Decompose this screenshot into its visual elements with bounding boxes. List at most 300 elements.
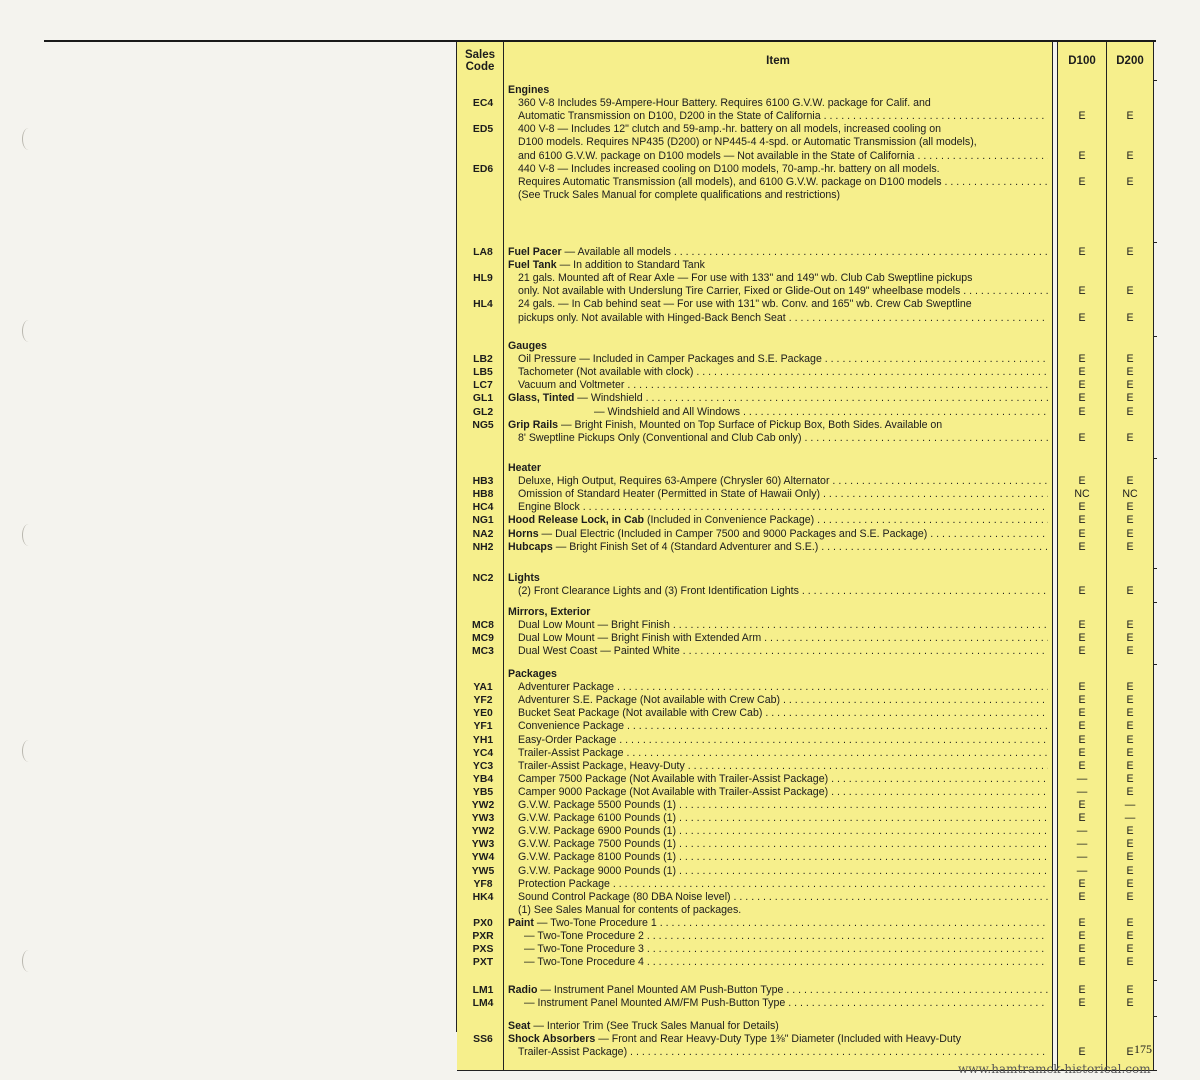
item-text: [518, 501, 1048, 514]
item-text: [518, 838, 1048, 851]
binder-hole: [22, 740, 35, 762]
item-description: pickups only. Not available with Hinged-Back Bench Seat: [518, 311, 786, 324]
item-description: Convenience Package: [518, 720, 625, 733]
d200-availability: E: [1126, 645, 1134, 658]
sales-code: NA2: [472, 528, 494, 540]
d200-availability: E: [1126, 943, 1134, 956]
d200-availability: E: [1126, 246, 1134, 258]
d100-availability: E: [1078, 175, 1086, 188]
d100-availability: NC: [1074, 488, 1090, 501]
item-text: [518, 285, 1048, 298]
d200-availability: E: [1126, 694, 1134, 707]
d200-availability: E: [1126, 311, 1134, 324]
d200-column: [1107, 458, 1154, 568]
item-description: Engine Block: [518, 501, 580, 514]
d100-availability: E: [1078, 645, 1086, 658]
item-description: Trailer-Assist Package: [518, 746, 624, 759]
item-text: [508, 606, 1048, 619]
item-text: [518, 379, 1048, 392]
item-text: [518, 904, 1048, 917]
d200-availability: —: [1124, 812, 1136, 825]
item-heading: Radio: [508, 984, 538, 996]
d200-column: [1107, 336, 1154, 458]
d100-availability: E: [1078, 527, 1086, 540]
item-text: [518, 475, 1048, 488]
sales-code: YW4: [471, 852, 495, 864]
item-heading: Hubcaps: [508, 540, 553, 553]
table-section: [457, 80, 1157, 243]
item-description: Vacuum and Voltmeter: [518, 379, 625, 392]
item-text: [518, 123, 1048, 136]
item-description: 21 gals. Mounted aft of Rear Axle — For use with 133" and 149" wb. Club Cab Sweptline pickups: [518, 272, 973, 285]
item-heading: Glass, Tinted: [508, 392, 575, 405]
d200-availability: E: [1126, 110, 1134, 123]
item-text: [508, 84, 1048, 97]
item-text: [518, 298, 1048, 311]
item-description: Dual Low Mount — Bright Finish: [518, 619, 670, 632]
sales-code: YC4: [472, 747, 494, 759]
item-column: [504, 602, 1053, 664]
sales-code: HC4: [472, 502, 494, 514]
d200-availability: E: [1126, 366, 1134, 379]
item-description: (See Truck Sales Manual for complete qualifications and restrictions): [518, 188, 841, 201]
item-text: [518, 799, 1048, 812]
binder-hole: [22, 128, 35, 150]
sales-code: YF2: [473, 695, 493, 707]
d100-availability: E: [1078, 720, 1086, 733]
sales-code: PXT: [472, 957, 494, 969]
item-heading: Horns: [508, 527, 539, 540]
d100-availability: E: [1078, 943, 1086, 956]
d200-availability: E: [1126, 175, 1134, 188]
item-description: Dual West Coast — Painted White: [518, 645, 680, 658]
d200-availability: E: [1126, 405, 1134, 418]
item-description: Automatic Transmission on D100, D200 in the State of California: [518, 110, 821, 123]
item-text: [508, 541, 1048, 554]
sales-code: MC9: [472, 633, 494, 645]
item-description: 440 V-8 — Includes increased cooling on D100 models, 70-amp.-hr. battery on all models.: [518, 162, 940, 175]
item-text: [508, 984, 1048, 997]
binder-hole: [22, 950, 35, 972]
item-text: [518, 312, 1048, 325]
item-text: [518, 272, 1048, 285]
item-text: [594, 406, 1048, 419]
d200-availability: E: [1126, 720, 1134, 733]
d200-availability: E: [1126, 916, 1134, 929]
item-text: [518, 825, 1048, 838]
sales-code: HL9: [473, 273, 493, 285]
item-description: — Bright Finish Set of 4 (Standard Adventurer and S.E.): [552, 540, 819, 553]
d100-column: [1058, 80, 1107, 242]
item-heading: Fuel Tank: [508, 259, 557, 272]
table-header: [457, 42, 1157, 81]
d100-availability: E: [1078, 997, 1086, 1010]
d200-availability: E: [1126, 632, 1134, 645]
item-text: [508, 392, 1048, 405]
d200-availability: E: [1126, 838, 1134, 851]
item-heading: Mirrors, Exterior: [508, 606, 591, 618]
item-text: [518, 747, 1048, 760]
item-description: G.V.W. Package 9000 Pounds (1): [518, 864, 677, 877]
d200-availability: E: [1126, 825, 1134, 838]
header-d200: D200: [1107, 42, 1154, 80]
item-description: G.V.W. Package 6900 Pounds (1): [518, 825, 677, 838]
item-text: [518, 488, 1048, 501]
d100-availability: E: [1078, 681, 1086, 694]
sales-code: YB4: [472, 773, 494, 785]
binder-hole: [22, 320, 35, 342]
item-description: — Instrument Panel Mounted AM Push-Button Type: [537, 984, 784, 996]
item-text: [518, 150, 1048, 163]
item-description: — Two-Tone Procedure 1: [533, 916, 657, 929]
sales-code: YW5: [471, 865, 495, 877]
sales-code: HK4: [472, 891, 494, 903]
d100-availability: E: [1078, 707, 1086, 720]
item-text: [518, 632, 1048, 645]
d100-availability: E: [1078, 405, 1086, 418]
page-number: 175: [1134, 1042, 1152, 1056]
d100-availability: E: [1078, 246, 1086, 258]
item-text: [518, 851, 1048, 864]
item-description: 400 V-8 — Includes 12" clutch and 59-amp.-hr. battery on all models, increased cooling on: [518, 123, 942, 136]
table-section: [457, 568, 1157, 603]
sales-code: MC8: [472, 620, 494, 632]
item-heading: Paint: [508, 916, 534, 929]
d100-column: [1058, 458, 1107, 568]
item-description: Trailer-Assist Package): [518, 1046, 628, 1059]
sales-code: YW2: [471, 826, 495, 838]
sales-code: YB5: [472, 786, 494, 798]
item-text: [518, 865, 1048, 878]
d200-availability: E: [1126, 997, 1134, 1010]
item-text: [518, 694, 1048, 707]
sales-code: NC2: [472, 573, 494, 584]
item-description: Sound Control Package (80 DBA Noise level): [518, 890, 731, 903]
d100-availability: E: [1078, 619, 1086, 632]
sales-code: YH1: [472, 734, 494, 746]
d100-availability: E: [1078, 366, 1086, 379]
item-description: — Available all models: [561, 246, 671, 258]
item-text: [508, 340, 1048, 353]
d200-availability: E: [1126, 785, 1134, 798]
item-description: Dual Low Mount — Bright Finish with Extended Arm: [518, 632, 762, 645]
sales-code: YC3: [472, 760, 494, 772]
item-description: G.V.W. Package 5500 Pounds (1): [518, 799, 677, 811]
d100-availability: E: [1078, 759, 1086, 772]
item-description: Omission of Standard Heater (Permitted in State of Hawaii Only): [518, 488, 821, 501]
d100-availability: E: [1078, 311, 1086, 324]
d100-availability: E: [1078, 890, 1086, 903]
code-column: [457, 80, 504, 242]
item-text: [524, 943, 1048, 956]
item-text: [518, 878, 1048, 891]
d200-availability: E: [1126, 707, 1134, 720]
item-column: [504, 336, 1053, 458]
d200-availability: E: [1126, 890, 1134, 903]
d100-availability: E: [1078, 746, 1086, 759]
sales-code: HB8: [472, 489, 494, 501]
item-heading: Engines: [508, 84, 550, 96]
item-text: [518, 97, 1048, 110]
item-text: [518, 720, 1048, 733]
item-description: — In addition to Standard Tank: [556, 259, 705, 272]
item-description: Trailer-Assist Package, Heavy-Duty: [518, 759, 685, 772]
item-description: — Windshield: [574, 392, 643, 405]
d100-column: [1058, 664, 1107, 980]
item-description: (1) See Sales Manual for contents of packages.: [518, 903, 742, 916]
sales-code: YA1: [473, 682, 493, 694]
item-text: [508, 259, 1048, 272]
d200-column: [1107, 602, 1154, 664]
item-description: Bucket Seat Package (Not available with Crew Cab): [518, 707, 763, 720]
d200-column: [1107, 80, 1154, 242]
d100-availability: E: [1078, 353, 1086, 366]
d200-column: [1107, 242, 1154, 336]
d200-availability: E: [1126, 149, 1134, 162]
d200-availability: NC: [1122, 488, 1138, 501]
d100-availability: E: [1078, 799, 1086, 811]
d200-availability: E: [1126, 956, 1134, 969]
item-description: — Two-Tone Procedure 3: [524, 943, 644, 956]
d100-availability: E: [1078, 431, 1086, 444]
sales-code: LC7: [473, 380, 493, 392]
d100-column: [1058, 336, 1107, 458]
d100-availability: E: [1078, 632, 1086, 645]
item-description: 360 V-8 Includes 59-Ampere-Hour Battery. Requires 6100 G.V.W. package for Calif. and: [518, 97, 931, 110]
item-text: [518, 189, 1048, 202]
item-text: [508, 419, 1048, 432]
item-description: 24 gals. — In Cab behind seat — For use with 131" wb. Conv. and 165" wb. Crew Cab Sweptline: [518, 298, 972, 311]
sales-code: YW3: [471, 813, 495, 825]
item-text: [518, 619, 1048, 632]
item-description: — Two-Tone Procedure 4: [524, 956, 644, 969]
item-description: — Front and Rear Heavy-Duty Type 1⅜" Diameter (Included with Heavy-Duty: [595, 1033, 961, 1046]
sales-code: HL4: [473, 299, 493, 311]
d100-availability: E: [1078, 514, 1086, 527]
d100-availability: —: [1076, 785, 1088, 798]
sales-code: GL1: [472, 393, 494, 405]
d100-availability: E: [1078, 877, 1086, 890]
d200-availability: E: [1126, 514, 1134, 527]
d100-availability: E: [1078, 733, 1086, 746]
d200-availability: E: [1126, 759, 1134, 772]
item-description: Easy-Order Package: [518, 733, 617, 746]
d100-availability: E: [1078, 149, 1086, 162]
d200-availability: E: [1126, 733, 1134, 746]
item-description: Adventurer Package: [518, 681, 614, 694]
item-heading: Fuel Pacer: [508, 246, 562, 258]
code-column: [457, 980, 504, 1016]
item-heading: Gauges: [508, 340, 547, 352]
sales-code: LM1: [472, 985, 494, 996]
item-text: [518, 176, 1048, 189]
item-description: Adventurer S.E. Package (Not available with Crew Cab): [518, 694, 781, 707]
d100-availability: E: [1078, 475, 1086, 488]
d200-availability: E: [1126, 353, 1134, 366]
item-text: [518, 353, 1048, 366]
sales-code: PX0: [473, 917, 493, 929]
d100-availability: E: [1078, 916, 1086, 929]
d200-availability: E: [1126, 851, 1134, 864]
item-text: [518, 707, 1048, 720]
sales-code: SS6: [473, 1034, 493, 1046]
d200-availability: E: [1126, 501, 1134, 514]
item-text: [518, 585, 1048, 598]
item-description: Protection Package: [518, 877, 610, 890]
item-description: — Instrument Panel Mounted AM/FM Push-Button Type: [524, 997, 786, 1010]
item-text: [508, 246, 1048, 259]
sales-code: PXS: [472, 944, 494, 956]
code-column: [457, 568, 504, 602]
sales-code: PXR: [472, 931, 494, 942]
code-column: [457, 664, 504, 980]
d100-availability: E: [1078, 694, 1086, 707]
code-column: [457, 242, 504, 336]
item-text: [518, 645, 1048, 658]
item-description: G.V.W. Package 8100 Pounds (1): [518, 851, 677, 864]
d100-availability: E: [1078, 984, 1086, 996]
item-description: — Bright Finish, Mounted on Top Surface of Pickup Box, Both Sides. Available on: [558, 418, 943, 431]
d200-availability: E: [1126, 379, 1134, 392]
d200-availability: E: [1126, 877, 1134, 890]
item-column: [504, 80, 1053, 242]
d100-availability: E: [1078, 1046, 1086, 1059]
d100-column: [1058, 602, 1107, 664]
item-text: [508, 668, 1048, 681]
sales-code: YW3: [471, 839, 495, 851]
item-description: Camper 9000 Package (Not Available with Trailer-Assist Package): [518, 785, 829, 798]
item-column: [504, 980, 1053, 1016]
item-text: [524, 956, 1048, 969]
item-text: [508, 917, 1048, 930]
d100-availability: E: [1078, 930, 1086, 942]
d200-availability: E: [1126, 984, 1134, 996]
d200-column: [1107, 980, 1154, 1016]
sales-code: ED5: [472, 124, 494, 136]
d100-availability: E: [1078, 812, 1086, 825]
d200-availability: E: [1126, 392, 1134, 405]
item-text: [508, 528, 1048, 541]
item-description: D100 models. Requires NP435 (D200) or NP445-4 4-spd. or Automatic Transmission (all models),: [518, 136, 977, 149]
item-text: [518, 891, 1048, 904]
code-column: [457, 336, 504, 458]
item-description: (Included in Convenience Package): [644, 514, 815, 527]
d200-column: [1107, 568, 1154, 602]
item-description: — Interior Trim (See Truck Sales Manual for Details): [530, 1020, 779, 1032]
d100-availability: E: [1078, 540, 1086, 553]
item-text: [518, 432, 1048, 445]
sales-code: GL2: [472, 406, 494, 418]
item-text: [524, 930, 1048, 943]
item-text: [518, 760, 1048, 773]
item-heading: Hood Release Lock, in Cab: [508, 514, 644, 527]
item-column: [504, 242, 1053, 336]
d200-availability: E: [1126, 1046, 1134, 1059]
d100-availability: —: [1076, 851, 1088, 864]
d100-column: [1058, 242, 1107, 336]
item-text: [518, 163, 1048, 176]
item-text: [508, 462, 1048, 475]
sales-code: LB2: [473, 354, 493, 366]
item-description: Camper 7500 Package (Not Available with Trailer-Assist Package): [518, 772, 829, 785]
d100-availability: E: [1078, 110, 1086, 123]
d200-availability: E: [1126, 540, 1134, 553]
sales-code: NG1: [472, 515, 494, 527]
d100-availability: —: [1076, 825, 1088, 838]
item-text: [518, 1046, 1048, 1059]
d100-availability: E: [1078, 285, 1086, 298]
d200-availability: E: [1126, 772, 1134, 785]
d100-availability: —: [1076, 838, 1088, 851]
item-description: G.V.W. Package 7500 Pounds (1): [518, 838, 677, 851]
item-heading: Grip Rails: [508, 418, 559, 431]
item-text: [518, 366, 1048, 379]
item-text: [518, 812, 1048, 825]
item-description: — Windshield and All Windows: [594, 405, 741, 418]
item-description: only. Not available with Underslung Tire Carrier, Fixed or Glide-Out on 149" wheelbase models: [518, 285, 961, 298]
item-heading: Seat: [508, 1020, 531, 1032]
item-text: [518, 734, 1048, 747]
d100-availability: E: [1078, 379, 1086, 392]
table-section: [457, 336, 1157, 459]
d100-availability: —: [1076, 864, 1088, 877]
sales-code: NG5: [472, 419, 494, 431]
sales-code: LB5: [473, 367, 493, 379]
sales-code: YW2: [471, 800, 495, 811]
item-text: [518, 786, 1048, 799]
item-heading: Lights: [508, 572, 540, 584]
code-column: [457, 458, 504, 568]
d200-availability: E: [1126, 746, 1134, 759]
sales-code: YF1: [473, 721, 493, 733]
item-description: (2) Front Clearance Lights and (3) Front Identification Lights: [518, 585, 799, 598]
item-column: [504, 458, 1053, 568]
item-text: [518, 681, 1048, 694]
sales-code: MC3: [472, 646, 494, 658]
d100-availability: E: [1078, 392, 1086, 405]
item-text: [524, 997, 1048, 1010]
sales-code: LM4: [472, 998, 494, 1010]
d200-availability: —: [1124, 799, 1136, 811]
d200-availability: E: [1126, 285, 1134, 298]
d200-availability: E: [1126, 864, 1134, 877]
sales-code: YE0: [473, 708, 493, 720]
watermark: www.hamtramck-historical.com: [958, 1062, 1151, 1076]
item-text: [508, 514, 1048, 527]
item-heading: Shock Absorbers: [508, 1033, 596, 1046]
table-section: [457, 602, 1157, 665]
sales-code: HB3: [472, 476, 494, 488]
sales-code: ED6: [472, 163, 494, 175]
d100-availability: E: [1078, 956, 1086, 969]
d200-availability: E: [1126, 527, 1134, 540]
sales-code: EC4: [472, 98, 494, 110]
item-text: [508, 1020, 1048, 1033]
d200-availability: E: [1126, 431, 1134, 444]
item-description: Tachometer (Not available with clock): [518, 366, 694, 379]
d100-availability: —: [1076, 772, 1088, 785]
item-description: — Dual Electric (Included in Camper 7500 and 9000 Packages and S.E. Package): [538, 527, 928, 540]
item-text: [508, 572, 1048, 585]
item-description: Requires Automatic Transmission (all models), and 6100 G.V.W. package on D100 models: [518, 175, 942, 188]
table-section: [457, 664, 1157, 981]
item-description: Oil Pressure — Included in Camper Packages and S.E. Package: [518, 353, 822, 366]
table-section: [457, 242, 1157, 337]
d100-column: [1058, 568, 1107, 602]
item-heading: Heater: [508, 462, 541, 474]
item-text: [518, 773, 1048, 786]
item-column: [504, 664, 1053, 980]
